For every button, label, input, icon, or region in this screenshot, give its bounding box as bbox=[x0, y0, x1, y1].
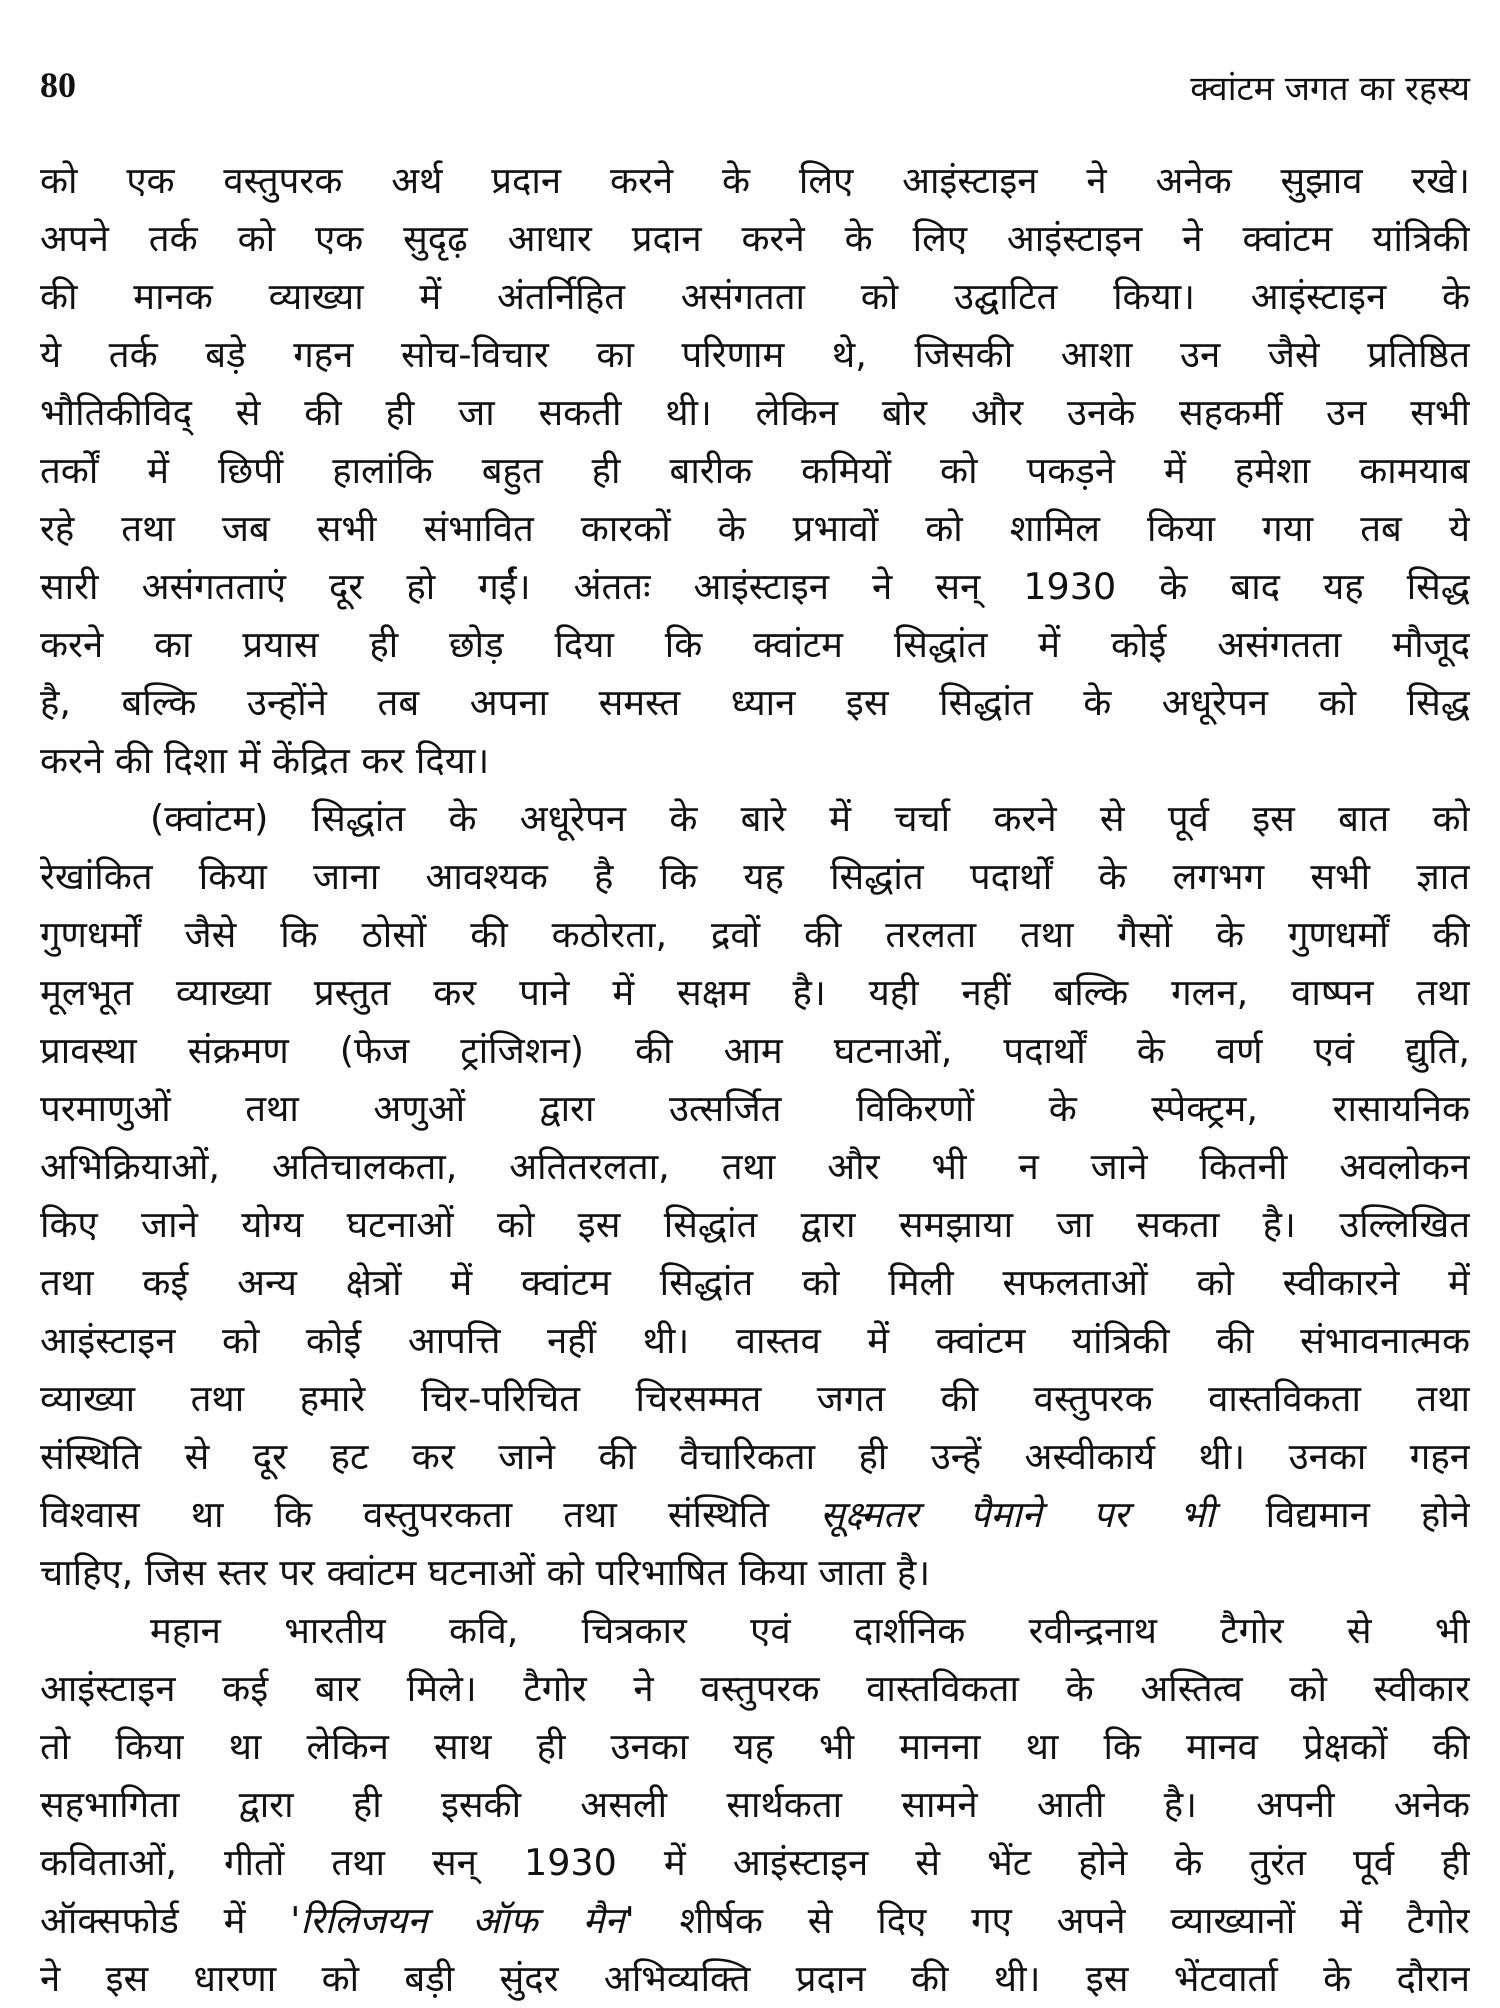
text-line: तथा कई अन्य क्षेत्रों में क्वांटम सिद्धांत को मिली सफलताओं को स्वीकारने में bbox=[40, 1261, 1470, 1304]
text-line: संस्थिति से दूर हट कर जाने की वैचारिकता ही उन्हें अस्वीकार्य थी। उनका गहन bbox=[40, 1435, 1470, 1478]
line-segment: विद्यमान होने bbox=[1214, 1493, 1470, 1536]
italic-phrase: सूक्ष्मतर पैमाने पर भी bbox=[820, 1493, 1215, 1536]
text-line: परमाणुओं तथा अणुओं द्वारा उत्सर्जित विकिरणों के स्पेक्ट्रम, रासायनिक bbox=[40, 1087, 1470, 1130]
text-line: किए जाने योग्य घटनाओं को इस सिद्धांत द्वारा समझाया जा सकता है। उल्लिखित bbox=[40, 1203, 1470, 1246]
page-number: 80 bbox=[40, 65, 76, 105]
text-line: तर्कों में छिपीं हालांकि बहुत ही बारीक कमियों को पकड़ने में हमेशा कामयाब bbox=[40, 449, 1470, 492]
text-line: को एक वस्तुपरक अर्थ प्रदान करने के लिए आइंस्टाइन ने अनेक सुझाव रखे। bbox=[40, 159, 1470, 202]
text-line: चाहिए, जिस स्तर पर क्वांटम घटनाओं को परिभाषित किया जाता है। bbox=[40, 1551, 931, 1594]
text-line: कविताओं, गीतों तथा सन् 1930 में आइंस्टाइन से भेंट होने के तुरंत पूर्व ही bbox=[40, 1841, 1470, 1884]
italic-title: 'रिलिजयन ऑफ मैन' bbox=[290, 1899, 635, 1942]
text-line: है, बल्कि उन्होंने तब अपना समस्त ध्यान इस सिद्धांत के अधूरेपन को सिद्ध bbox=[40, 681, 1470, 724]
text-line: आइंस्टाइन को कोई आपत्ति नहीं थी। वास्तव में क्वांटम यांत्रिकी की संभावनात्मक bbox=[40, 1319, 1470, 1362]
text-line: रेखांकित किया जाना आवश्यक है कि यह सिद्धांत पदार्थों के लगभग सभी ज्ञात bbox=[40, 855, 1470, 898]
text-line: सारी असंगतताएं दूर हो गईं। अंततः आइंस्टाइन ने सन् 1930 के बाद यह सिद्ध bbox=[40, 565, 1470, 608]
text-line: करने का प्रयास ही छोड़ दिया कि क्वांटम सिद्धांत में कोई असंगतता मौजूद bbox=[40, 623, 1470, 666]
body-text bbox=[40, 152, 1470, 2008]
text-line: सहभागिता द्वारा ही इसकी असली सार्थकता सामने आती है। अपनी अनेक bbox=[40, 1783, 1470, 1826]
text-line: अभिक्रियाओं, अतिचालकता, अतितरलता, तथा और भी न जाने कितनी अवलोकन bbox=[40, 1145, 1470, 1188]
text-line: व्याख्या तथा हमारे चिर-परिचित चिरसम्मत जगत की वस्तुपरक वास्तविकता तथा bbox=[40, 1377, 1470, 1420]
text-line-with-italic bbox=[40, 1486, 1470, 1544]
text-line: करने की दिशा में केंद्रित कर दिया। bbox=[40, 739, 490, 782]
text-line: ये तर्क बड़े गहन सोच-विचार का परिणाम थे, जिसकी आशा उन जैसे प्रतिष्ठित bbox=[40, 333, 1470, 376]
text-line: प्रावस्था संक्रमण (फेज ट्रांजिशन) की आम घटनाओं, पदार्थों के वर्ण एवं द्युति, bbox=[40, 1029, 1470, 1072]
paragraph-start-line: महान भारतीय कवि, चित्रकार एवं दार्शनिक रवीन्द्रनाथ टैगोर से भी bbox=[150, 1609, 1470, 1652]
text-line: ने इस धारणा को बड़ी सुंदर अभिव्यक्ति प्रदान की थी। इस भेंटवार्ता के दौरान bbox=[40, 1957, 1470, 2000]
text-line-with-italic bbox=[40, 1892, 1470, 1950]
text-line: भौतिकीविद् से की ही जा सकती थी। लेकिन बोर और उनके सहकर्मी उन सभी bbox=[40, 391, 1470, 434]
text-line: रहे तथा जब सभी संभावित कारकों के प्रभावों को शामिल किया गया तब ये bbox=[40, 507, 1470, 550]
text-line: की मानक व्याख्या में अंतर्निहित असंगतता को उद्घाटित किया। आइंस्टाइन के bbox=[40, 275, 1470, 318]
line-segment: ऑक्सफोर्ड में bbox=[40, 1899, 291, 1942]
line-segment: शीर्षक से दिए गए अपने व्याख्यानों में टैगोर bbox=[634, 1899, 1470, 1942]
page-header bbox=[40, 64, 1470, 124]
text-line: गुणधर्मों जैसे कि ठोसों की कठोरता, द्रवों की तरलता तथा गैसों के गुणधर्मों की bbox=[40, 913, 1470, 956]
text-line: आइंस्टाइन कई बार मिले। टैगोर ने वस्तुपरक वास्तविकता के अस्तित्व को स्वीकार bbox=[40, 1667, 1470, 1710]
running-head: क्वांटम जगत का रहस्य bbox=[1190, 69, 1470, 109]
text-line: अपने तर्क को एक सुदृढ़ आधार प्रदान करने के लिए आइंस्टाइन ने क्वांटम यांत्रिकी bbox=[40, 217, 1470, 260]
paragraph-start-line: (क्वांटम) सिद्धांत के अधूरेपन के बारे में चर्चा करने से पूर्व इस बात को bbox=[150, 797, 1470, 840]
text-line: मूलभूत व्याख्या प्रस्तुत कर पाने में सक्षम है। यही नहीं बल्कि गलन, वाष्पन तथा bbox=[40, 971, 1470, 1014]
text-line: तो किया था लेकिन साथ ही उनका यह भी मानना था कि मानव प्रेक्षकों की bbox=[40, 1725, 1470, 1768]
line-segment: विश्वास था कि वस्तुपरकता तथा संस्थिति bbox=[40, 1493, 821, 1536]
